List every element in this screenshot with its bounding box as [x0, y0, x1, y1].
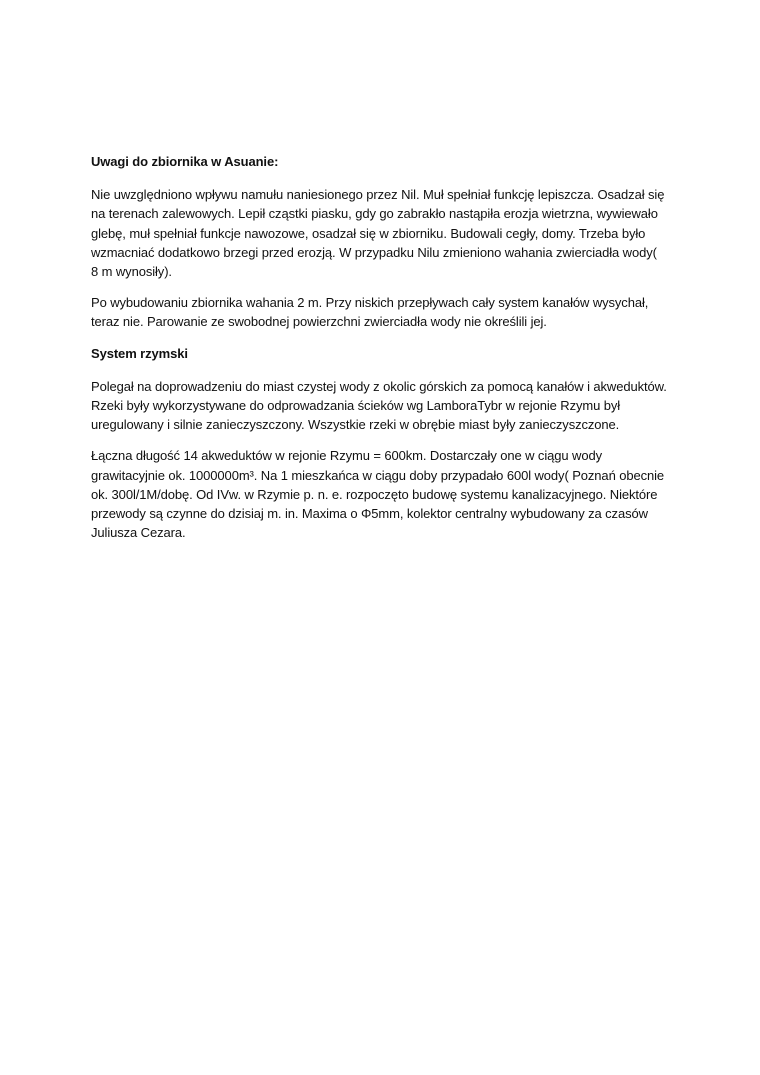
text-line: Polegał na doprowadzeniu do miast czystej wody z okolic górskich za pomocą kanałów i akweduktów.: [91, 378, 667, 394]
text-line: ok. 300l/1M/dobę. Od IVw. w Rzymie p. n. e. rozpoczęto budowę systemu kanalizacyjnego. Niektóre: [91, 486, 658, 502]
text-line: Łączna długość 14 akweduktów w rejonie Rzymu = 600km. Dostarczały one w ciągu wody: [91, 448, 602, 464]
text-line: przewody są czynne do dzisiaj m. in. Maxima o Φ5mm, kolektor centralny wybudowany za czasów: [91, 506, 648, 522]
section-heading-asuan: Uwagi do zbiornika w Asuanie:: [91, 154, 279, 169]
text-line: wzmacniać dodatkowo brzegi przed erozją. W przypadku Nilu zmieniono wahania zwierciadła wody(: [91, 244, 657, 260]
paragraph: [91, 377, 681, 435]
text-line: glebę, muł spełniał funkcje nawozowe, osadzał się w zbiorniku. Budowali cegły, domy. Trzeba było: [91, 225, 646, 241]
paragraph: [91, 446, 681, 542]
text-line: teraz nie. Parowanie ze swobodnej powierzchni zwierciadła wody nie określili jej.: [91, 314, 547, 330]
text-line: grawitacyjnie ok. 1000000m³. Na 1 mieszkańca w ciągu doby przypadało 600l wody( Poznań obecnie: [91, 467, 665, 483]
text-line: Nie uwzględniono wpływu namułu naniesionego przez Nil. Muł spełniał funkcję lepiszcza. Osadzał się: [91, 187, 665, 203]
text-line: 8 m wynosiły).: [91, 264, 172, 280]
document-body: [91, 152, 681, 554]
paragraph: [91, 185, 681, 281]
paragraph: [91, 293, 681, 331]
section-heading-system-rzymski: System rzymski: [91, 345, 188, 361]
text-line: na terenach zalewowych. Lepił cząstki piasku, gdy go zabrakło nastąpiła erozja wietrzna, wywiewało: [91, 206, 658, 222]
text-line: Juliusza Cezara.: [91, 525, 186, 541]
text-line: Rzeki były wykorzystywane do odprowadzania ścieków wg LamboraTybr w rejonie Rzymu był: [91, 398, 621, 414]
text-line: Po wybudowaniu zbiornika wahania 2 m. Przy niskich przepływach cały system kanałów wysychał,: [91, 295, 649, 311]
text-line: uregulowany i silnie zanieczyszczony. Wszystkie rzeki w obrębie miast były zanieczyszczone.: [91, 417, 620, 433]
